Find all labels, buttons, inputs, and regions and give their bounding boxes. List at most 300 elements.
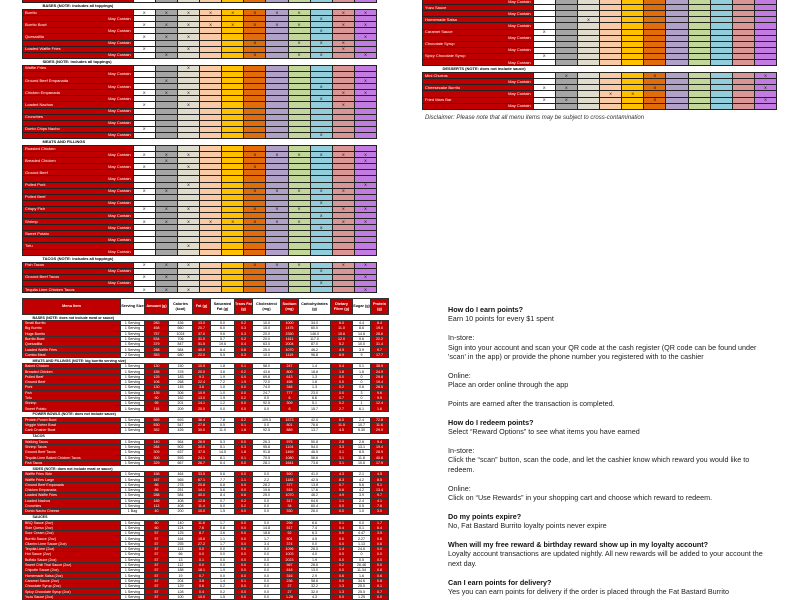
- nutrition-value: 5.6: [353, 482, 371, 487]
- nutrition-value: 1.9: [211, 395, 235, 400]
- nutrition-value: 13: [169, 557, 193, 562]
- menu-item-name: Ground Beef Empanada: [23, 482, 121, 487]
- nutrition-value: 0.4: [331, 364, 353, 369]
- nutrition-value: 112: [169, 562, 193, 567]
- nutrition-value: 9.1: [371, 482, 389, 487]
- menu-item-name: Tequila Lime Baked Chicken Tacos: [23, 455, 121, 460]
- faq-question: Do my points expire?: [448, 511, 522, 521]
- allergen-cell: X: [266, 22, 288, 28]
- menu-item-name: Waffle Fries: [23, 65, 134, 71]
- nutrition-value: 0.7: [193, 573, 211, 578]
- nutrition-value: 306: [169, 390, 193, 395]
- nutrition-value: 4.47: [353, 531, 371, 536]
- nutrition-value: 140: [145, 439, 169, 444]
- spacer: [448, 502, 768, 511]
- nutrition-value: 10.6: [353, 460, 371, 465]
- nutrition-value: 1 Serving: [121, 390, 145, 395]
- nutrition-value: 0.4: [193, 589, 211, 594]
- nutrition-value: 1 Serving: [121, 498, 145, 503]
- nutrition-value: 11.5: [331, 423, 353, 428]
- column-header: Calories (kcal): [169, 299, 193, 315]
- menu-item-name: Big Burrito: [23, 326, 121, 331]
- menu-item-name: Donto Nacho Cheese: [23, 509, 121, 514]
- faq-answer: Yes you can earn points for delivery if the order is placed through the Fat Bastard Burrito: [448, 587, 729, 597]
- allergen-cell: X: [177, 219, 199, 225]
- nutrition-value: 6.0: [211, 326, 235, 331]
- nutrition-value: 584: [169, 493, 193, 498]
- menu-item-name: Burrito Bowl: [23, 22, 134, 28]
- nutrition-value: 43.6: [253, 369, 281, 374]
- nutrition-value: 317: [281, 498, 299, 503]
- nutrition-value: 7.6: [193, 525, 211, 530]
- allergen-cell: X: [644, 73, 666, 79]
- allergen-cell: X: [155, 158, 177, 164]
- nutrition-value: 1 Serving: [121, 477, 145, 482]
- nutrition-value: 0.0: [331, 531, 353, 536]
- nutrition-value: 1070: [281, 347, 299, 352]
- allergen-cell: X: [310, 28, 332, 34]
- allergen-cell: [754, 103, 776, 109]
- nutrition-value: 5.0: [211, 321, 235, 326]
- menu-item-name: Cheesecake Burrito: [423, 85, 534, 91]
- nutrition-value: 0.2: [235, 395, 253, 400]
- nutrition-value: 1 Serving: [121, 336, 145, 341]
- menu-item-name: Burrito: [23, 10, 134, 16]
- nutrition-value: 4.3: [331, 472, 353, 477]
- nutrition-value: 0.0: [331, 552, 353, 557]
- nutrition-value: 1096: [281, 546, 299, 551]
- nutrition-value: 1 Serving: [121, 423, 145, 428]
- allergen-cell: [710, 103, 732, 109]
- nutrition-value: 22.2: [371, 336, 389, 341]
- allergen-table-right: [422, 0, 777, 110]
- nutrition-value: 0.3: [235, 326, 253, 331]
- nutrition-value: 0.2: [235, 498, 253, 503]
- nutrition-value: 73.6: [299, 460, 331, 465]
- nutrition-value: 10.0: [353, 342, 371, 347]
- nutrition-value: 3.3: [331, 444, 353, 449]
- column-header: Carbohydrates (g): [299, 299, 331, 315]
- nutrition-value: 6: [281, 406, 299, 411]
- nutrition-value: 0.0: [253, 568, 281, 573]
- faq-answer: Click on “Use Rewards” in your shopping cart and choose which reward to redeem.: [448, 493, 713, 503]
- menu-item-name: Side Queso (2oz): [23, 525, 121, 530]
- nutrition-value: 0.1: [331, 520, 353, 525]
- nutrition-value: 1.0: [211, 390, 235, 395]
- section-title: SIDES (NOTE: includes all toppings): [23, 58, 377, 65]
- nutrition-value: 13.0: [193, 395, 211, 400]
- nutrition-value: 464: [169, 472, 193, 477]
- allergen-cell: X: [177, 34, 199, 40]
- nutrition-value: 13.7: [299, 428, 331, 433]
- menu-item-name: Fish Tacos: [23, 262, 134, 268]
- nutrition-value: 10.0: [253, 321, 281, 326]
- menu-item-name: May Contain: [423, 11, 534, 17]
- allergen-cell: X: [155, 188, 177, 194]
- nutrition-value: 96.8: [299, 352, 331, 357]
- nutrition-value: 1.1: [331, 498, 353, 503]
- nutrition-value: 28.5: [371, 385, 389, 390]
- menu-item-name: May Contain: [23, 268, 134, 274]
- nutrition-value: 9.9: [371, 395, 389, 400]
- menu-item-name: Homemade Salsa: [423, 17, 534, 23]
- nutrition-value: 10.7: [353, 423, 371, 428]
- allergen-cell: X: [354, 206, 376, 212]
- nutrition-value: 15.6: [331, 331, 353, 336]
- nutrition-value: 0.2: [235, 503, 253, 508]
- menu-item-name: Ground Beef: [23, 170, 134, 176]
- nutrition-value: 33.5: [193, 472, 211, 477]
- nutrition-value: 27: [281, 584, 299, 589]
- nutrition-value: 0.0: [331, 379, 353, 384]
- menu-item-name: May Contain: [423, 0, 534, 5]
- nutrition-value: 24.7: [253, 390, 281, 395]
- allergen-cell: X: [288, 152, 310, 158]
- spacer: [448, 361, 768, 370]
- menu-item-name: Ground Beef: [23, 379, 121, 384]
- allergen-cell: X: [533, 97, 555, 103]
- nutrition-value: 1104: [281, 444, 299, 449]
- nutrition-value: 14.1: [193, 401, 211, 406]
- nutrition-value: 0.0: [193, 552, 211, 557]
- allergen-cell: X: [177, 65, 199, 71]
- nutrition-value: 1000: [281, 321, 299, 326]
- nutrition-value: 1 Serving: [121, 546, 145, 551]
- nutrition-value: 0.0: [253, 589, 281, 594]
- menu-item-name: May Contain: [23, 213, 134, 219]
- nutrition-value: 0.0: [235, 594, 253, 599]
- nutrition-value: 1.5: [211, 509, 235, 514]
- nutrition-value: 0.0: [253, 503, 281, 508]
- nutrition-value: 8.4: [211, 493, 235, 498]
- faq-answer: Online:: [448, 483, 471, 493]
- nutrition-value: 564: [169, 439, 193, 444]
- nutrition-value: 9.6: [353, 336, 371, 341]
- allergen-cell: X: [288, 40, 310, 46]
- nutrition-value: 0.2: [331, 385, 353, 390]
- nutrition-value: 0.0: [371, 557, 389, 562]
- nutrition-value: 60.4: [299, 503, 331, 508]
- allergen-cell: X: [244, 10, 266, 16]
- nutrition-value: 40: [145, 509, 169, 514]
- nutrition-value: 6.4: [371, 525, 389, 530]
- nutrition-value: 20.7: [193, 326, 211, 331]
- allergen-cell: X: [310, 268, 332, 274]
- nutrition-value: 64.6: [299, 498, 331, 503]
- allergen-cell: X: [155, 10, 177, 16]
- section-title: DESSERTS (NOTE: does not include sauce): [423, 66, 777, 73]
- allergen-cell: X: [133, 206, 155, 212]
- nutrition-value: 189: [145, 498, 169, 503]
- nutrition-value: 14.1: [193, 488, 211, 493]
- nutrition-value: 8.6: [353, 326, 371, 331]
- menu-item-name: Shrimp: [23, 219, 134, 225]
- nutrition-value: 1 Serving: [121, 562, 145, 567]
- nutrition-value: 1.4: [211, 578, 235, 583]
- section-header: [23, 3, 377, 10]
- nutrition-value: 0.8: [211, 525, 235, 530]
- nutrition-value: 50.8: [299, 439, 331, 444]
- nutrition-value: 515: [281, 488, 299, 493]
- menu-item-name: Loaded Waffle Fries: [23, 493, 121, 498]
- nutrition-value: 26.0: [299, 509, 331, 514]
- nutrition-value: 1 Serving: [121, 589, 145, 594]
- allergen-cell: X: [354, 274, 376, 280]
- nutrition-value: 1 Serving: [121, 439, 145, 444]
- allergen-cell: X: [177, 22, 199, 28]
- allergen-cell: X: [244, 188, 266, 194]
- nutrition-value: 268: [169, 379, 193, 384]
- menu-item-name: May Contain: [23, 237, 134, 243]
- menu-item-name: May Contain: [423, 47, 534, 53]
- nutrition-value: 188: [169, 568, 193, 573]
- nutrition-value: 0.1: [193, 557, 211, 562]
- menu-item-name: Tofu: [23, 395, 121, 400]
- nutrition-value: 17.9: [371, 460, 389, 465]
- nutrition-value: 6: [281, 395, 299, 400]
- nutrition-value: 8.3: [331, 477, 353, 482]
- allergen-cell: X: [310, 16, 332, 22]
- nutrition-value: 0.6: [331, 573, 353, 578]
- section-title: BASES (NOTE: includes all toppings): [23, 3, 377, 10]
- nutrition-value: 57: [145, 557, 169, 562]
- nutrition-value: 0.6: [331, 488, 353, 493]
- nutrition-value: 11.6: [371, 423, 389, 428]
- menu-item-name: Quesadilla: [23, 34, 134, 40]
- menu-item-name: Quesadilla: [23, 342, 121, 347]
- nutrition-value: 7.7: [211, 477, 235, 482]
- section-title: BASES (NOTE: does not include meat or sauce): [23, 315, 389, 321]
- allergen-cell: X: [155, 287, 177, 293]
- nutrition-value: 0.0: [235, 536, 253, 541]
- allergen-cell: X: [133, 10, 155, 16]
- nutrition-value: 0.0: [235, 541, 253, 546]
- nutrition-value: 0.0: [331, 541, 353, 546]
- nutrition-value: 0.4: [235, 342, 253, 347]
- nutrition-value: 1641: [281, 460, 299, 465]
- nutrition-value: 601: [281, 536, 299, 541]
- nutrition-value: 0.1: [353, 364, 371, 369]
- nutrition-value: 42.5: [299, 477, 331, 482]
- menu-item-name: May Contain: [23, 120, 134, 126]
- allergen-cell: [332, 287, 354, 293]
- allergen-cell: X: [332, 262, 354, 268]
- nutrition-value: 19.4: [371, 379, 389, 384]
- nutrition-value: 0.1: [235, 364, 253, 369]
- allergen-cell: X: [266, 219, 288, 225]
- menu-item-name: May Contain: [23, 96, 134, 102]
- nutrition-value: 0.0: [235, 557, 253, 562]
- allergen-cell: X: [310, 200, 332, 206]
- nutrition-value: 757: [145, 331, 169, 336]
- faq-answer: In-store:: [448, 333, 475, 343]
- allergen-cell: X: [155, 206, 177, 212]
- nutrition-value: 4.9: [331, 493, 353, 498]
- column-header: Trans Fat (g): [235, 299, 253, 315]
- nutrition-value: 29.9: [371, 428, 389, 433]
- nutrition-value: 18.8: [299, 369, 331, 374]
- nutrition-value: 19.4: [371, 444, 389, 449]
- nutrition-value: 2.6: [353, 439, 371, 444]
- nutrition-value: 0.6: [235, 493, 253, 498]
- nutrition-value: 374: [281, 541, 299, 546]
- faq-answer: No, Fat Bastard Burrito loyalty points never expire: [448, 521, 607, 531]
- nutrition-value: 92.5: [253, 428, 281, 433]
- nutrition-value: 4.9: [331, 347, 353, 352]
- nutrition-value: 26.5: [299, 546, 331, 551]
- nutrition-value: 19.6: [253, 488, 281, 493]
- nutrition-value: 31.4: [371, 342, 389, 347]
- faq-question: How do I redeem points?: [448, 417, 534, 427]
- menu-item-name: Walking Tacos: [23, 439, 121, 444]
- nutrition-value: 128: [169, 589, 193, 594]
- nutrition-value: 1 Serving: [121, 531, 145, 536]
- menu-item-name: Shrimp: [23, 401, 121, 406]
- nutrition-value: 618: [281, 568, 299, 573]
- allergen-cell: X: [310, 84, 332, 90]
- faq-answer: Online:: [448, 370, 471, 380]
- nutrition-value: 22.4: [193, 379, 211, 384]
- nutrition-value: 284: [145, 444, 169, 449]
- menu-item-name: May Contain: [423, 23, 534, 29]
- nutrition-value: 4.1: [371, 498, 389, 503]
- menu-item-name: May Contain: [23, 200, 134, 206]
- nutrition-value: 5.1: [299, 401, 331, 406]
- nutrition-value: 0.0: [211, 557, 235, 562]
- allergen-cell: X: [644, 97, 666, 103]
- allergen-cell: X: [133, 152, 155, 158]
- nutrition-value: 87.0: [299, 342, 331, 347]
- nutrition-value: 164: [169, 536, 193, 541]
- menu-item-name: Waffle Fries Side: [23, 472, 121, 477]
- nutrition-value: 353: [145, 352, 169, 357]
- allergen-cell: [222, 287, 244, 293]
- faq-question: When will my free reward & birthday reward show up in my loyalty account?: [448, 540, 709, 550]
- nutrition-value: 0.6: [371, 536, 389, 541]
- spacer: [448, 531, 768, 540]
- allergen-cell: X: [332, 90, 354, 96]
- nutrition-value: 1.6: [353, 573, 371, 578]
- allergen-cell: X: [332, 188, 354, 194]
- allergen-cell: X: [310, 188, 332, 194]
- nutrition-value: 26.3: [253, 439, 281, 444]
- nutrition-value: 30.0: [193, 428, 211, 433]
- nutrition-value: 8.5: [353, 450, 371, 455]
- menu-item-name: Spicy Chocolate Syrup (2oz): [23, 589, 121, 594]
- nutrition-value: 4.4: [353, 321, 371, 326]
- allergen-cell: X: [332, 40, 354, 46]
- nutrition-value: 1024: [169, 331, 193, 336]
- nutrition-value: 0.0: [235, 531, 253, 536]
- nutrition-value: 1 Serving: [121, 472, 145, 477]
- allergen-cell: X: [754, 73, 776, 79]
- nutrition-value: 613: [281, 374, 299, 379]
- nutrition-value: 0.0: [253, 584, 281, 589]
- nutrition-value: 60.0: [299, 326, 331, 331]
- nutrition-value: 26.46: [353, 562, 371, 567]
- nutrition-value: 1.1: [211, 536, 235, 541]
- menu-item-name: Burrito Bowl: [23, 336, 121, 341]
- nutrition-value: 0.0: [253, 594, 281, 599]
- nutrition-value: 0.0: [331, 390, 353, 395]
- nutrition-value: 1 Serving: [121, 347, 145, 352]
- nutrition-value: 0.0: [253, 472, 281, 477]
- nutrition-value: 0.0: [331, 536, 353, 541]
- nutrition-value: 11.9: [211, 428, 235, 433]
- allergen-cell: X: [133, 287, 155, 293]
- nutrition-value: 17.7: [371, 352, 389, 357]
- nutrition-value: 534: [145, 336, 169, 341]
- nutrition-value: 498: [281, 379, 299, 384]
- nutrition-value: 1.1: [235, 477, 253, 482]
- nutrition-value: 1.9: [211, 568, 235, 573]
- nutrition-value: 25.0: [253, 347, 281, 352]
- allergen-cell: X: [222, 10, 244, 16]
- nutrition-value: 1475: [281, 326, 299, 331]
- nutrition-value: 1.0: [353, 509, 371, 514]
- nutrition-value: 129: [169, 584, 193, 589]
- nutrition-value: 1.4: [331, 546, 353, 551]
- nutrition-value: 1070: [281, 493, 299, 498]
- allergen-cell: X: [354, 10, 376, 16]
- column-header: Sodium (mg): [281, 299, 299, 315]
- nutrition-value: 1 Serving: [121, 584, 145, 589]
- nutrition-value: 100: [169, 594, 193, 599]
- nutrition-value: 0.0: [211, 552, 235, 557]
- column-header: Dietary Fibre (g): [331, 299, 353, 315]
- nutrition-value: 57: [145, 594, 169, 599]
- nutrition-value: 378: [169, 369, 193, 374]
- nutrition-value: 158: [145, 472, 169, 477]
- menu-item-name: May Contain: [423, 103, 534, 109]
- nutrition-value: 34.0: [299, 321, 331, 326]
- nutrition-value: 569: [145, 417, 169, 422]
- nutrition-value: 0.0: [235, 439, 253, 444]
- nutrition-value: 0.2: [235, 336, 253, 341]
- nutrition-value: 3.6: [193, 385, 211, 390]
- nutrition-value: 0.0: [253, 395, 281, 400]
- menu-item-name: May Contain: [23, 40, 134, 46]
- allergen-cell: X: [288, 22, 310, 28]
- nutrition-value: 0.0: [235, 390, 253, 395]
- nutrition-value: 1 Serving: [121, 342, 145, 347]
- allergen-cell: X: [555, 85, 577, 91]
- menu-item-name: Tequila Lime Chicken Tacos: [23, 287, 134, 293]
- nutrition-value: 0.0: [331, 578, 353, 583]
- allergen-cell: X: [354, 22, 376, 28]
- nutrition-value: 0.0: [211, 562, 235, 567]
- nutrition-value: 1 Serving: [121, 450, 145, 455]
- nutrition-value: 118: [145, 406, 169, 411]
- nutrition-value: 3: [353, 390, 371, 395]
- section-header: [23, 255, 377, 262]
- nutrition-value: 0: [353, 374, 371, 379]
- allergen-cell: X: [288, 52, 310, 58]
- allergen-cell: [688, 103, 710, 109]
- nutrition-value: 0: [353, 552, 371, 557]
- nutrition-value: 1119: [281, 352, 299, 357]
- nutrition-value: 8.5: [371, 477, 389, 482]
- nutrition-value: 4.3: [299, 594, 331, 599]
- nutrition-value: 5.6: [211, 488, 235, 493]
- nutrition-value: 23.0: [299, 390, 331, 395]
- menu-item-name: May Contain: [23, 84, 134, 90]
- nutrition-value: 0.0: [253, 498, 281, 503]
- nutrition-value: 1573: [281, 417, 299, 422]
- nutrition-value: 204: [169, 578, 193, 583]
- allergen-cell: X: [155, 219, 177, 225]
- allergen-cell: X: [222, 219, 244, 225]
